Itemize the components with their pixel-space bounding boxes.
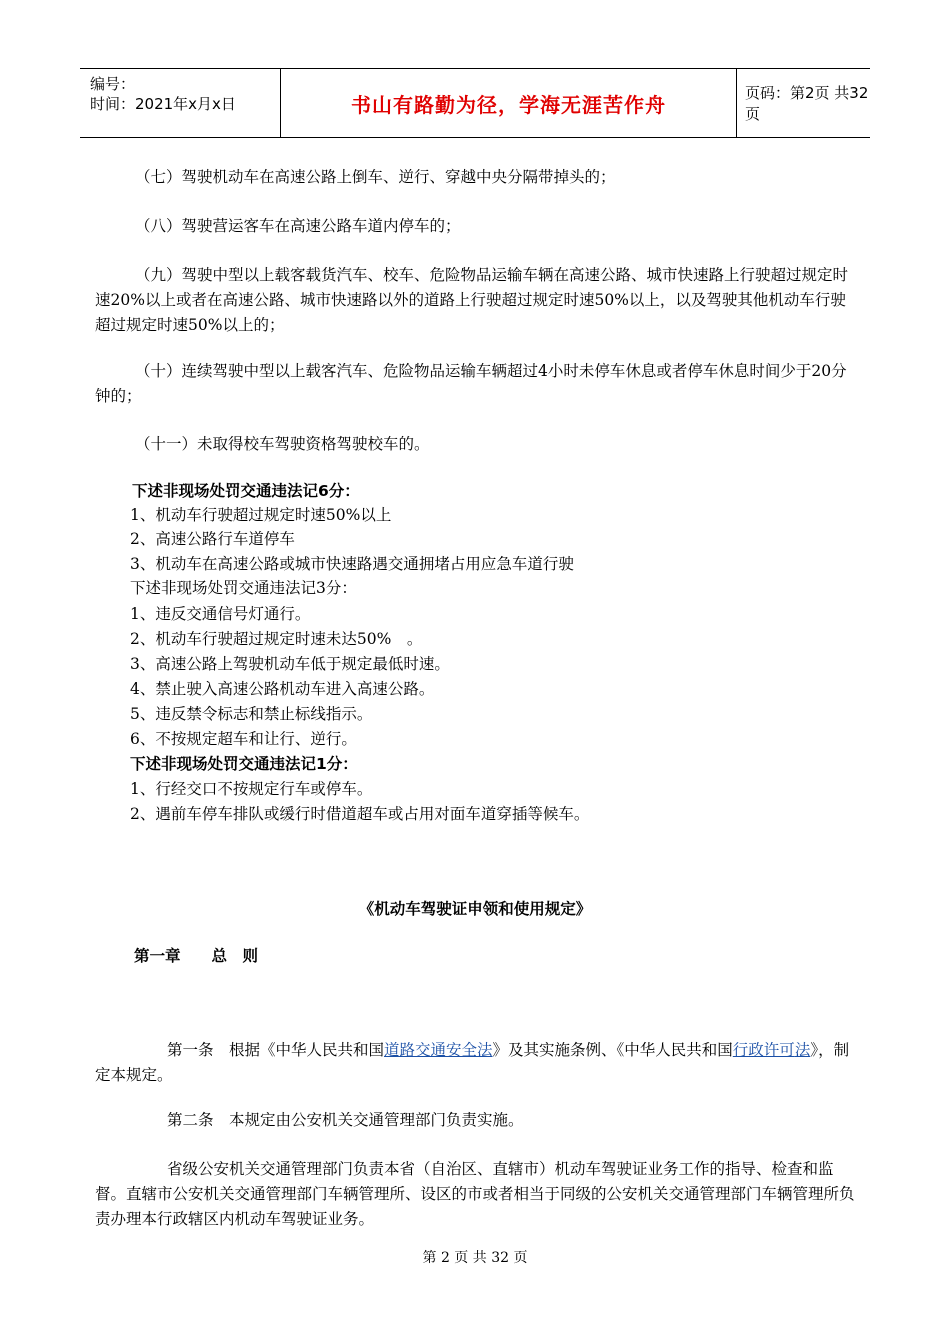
clause-8: （八）驾驶营运客车在高速公路车道内停车的； bbox=[135, 217, 461, 235]
regulation-title: 《机动车驾驶证申领和使用规定》 bbox=[358, 900, 592, 918]
six-points-heading: 下述非现场处罚交通违法记6分： bbox=[132, 482, 360, 500]
list-item: 2、高速公路行车道停车 bbox=[130, 530, 295, 548]
list-item: 3、高速公路上驾驶机动车低于规定最低时速。 bbox=[130, 655, 450, 673]
header-motto: 书山有路勤为径，学海无涯苦作舟 bbox=[281, 69, 737, 137]
administrative-license-law-link[interactable]: 行政许可 bbox=[732, 1041, 795, 1059]
clause-10: （十）连续驾驶中型以上载客汽车、危险物品运输车辆超过4小时未停车休息或者停车休息时间少于20分钟的； bbox=[95, 362, 847, 405]
header-table bbox=[80, 68, 870, 138]
list-item: 1、行经交口不按规定行车或停车。 bbox=[130, 780, 373, 798]
header-number: 编号： bbox=[90, 75, 136, 93]
article-1: 第一条 根据《中华人民共和国道路交通安全法》及其实施条例、《中华人民共和国行政许可法》，制定本规定。 bbox=[95, 1041, 850, 1084]
list-item: 1、机动车行驶超过规定时速50%以上 bbox=[130, 506, 392, 524]
list-item: 4、禁止驶入高速公路机动车进入高速公路。 bbox=[130, 680, 435, 698]
article-2-para-2: 省级公安机关交通管理部门负责本省（自治区、直辖市）机动车驾驶证业务工作的指导、检查和监督。直辖市公安机关交通管理部门车辆管理所、设区的市或者相当于同级的公安机关交通管理部门车辆管理所负责办理本行政辖区内机动车驾驶证业务。 bbox=[95, 1160, 855, 1228]
clause-7: （七）驾驶机动车在高速公路上倒车、逆行、穿越中央分隔带掉头的； bbox=[135, 168, 616, 186]
administrative-license-law-link-cont[interactable]: 法 bbox=[794, 1041, 811, 1059]
chapter-heading: 第一章 总 则 bbox=[134, 947, 259, 965]
list-item: 2、机动车行驶超过规定时速未达50% 。 bbox=[130, 630, 423, 648]
header-info-cell bbox=[80, 69, 281, 137]
page-footer: 第 2 页 共 32 页 bbox=[422, 1250, 528, 1266]
article-2: 第二条 本规定由公安机关交通管理部门负责实施。 bbox=[167, 1111, 524, 1129]
header-page: 页码：第2页 共32页 bbox=[745, 84, 869, 123]
road-traffic-safety-law-link[interactable]: 道路交通安全法 bbox=[384, 1041, 493, 1059]
list-item: 3、机动车在高速公路或城市快速路遇交通拥堵占用应急车道行驶 bbox=[130, 555, 574, 573]
clause-11: （十一）未取得校车驾驶资格驾驶校车的。 bbox=[135, 435, 430, 453]
header-time: 时间：2021年x月x日 bbox=[90, 95, 236, 113]
list-item: 5、违反禁令标志和禁止标线指示。 bbox=[130, 705, 373, 723]
list-item: 2、遇前车停车排队或缓行时借道超车或占用对面车道穿插等候车。 bbox=[130, 805, 590, 823]
list-item: 1、违反交通信号灯通行。 bbox=[130, 605, 311, 623]
three-points-heading: 下述非现场处罚交通违法记3分： bbox=[130, 579, 357, 597]
clause-9: （九）驾驶中型以上载客载货汽车、校车、危险物品运输车辆在高速公路、城市快速路上行驶超过规定时速20%以上或者在高速公路、城市快速路以外的道路上行驶超过规定时速50%以上，以及驾驶其他机动车行驶超过规定时速50%以上的； bbox=[95, 266, 849, 334]
one-point-heading: 下述非现场处罚交通违法记1分： bbox=[130, 755, 358, 773]
list-item: 6、不按规定超车和让行、逆行。 bbox=[130, 730, 357, 748]
